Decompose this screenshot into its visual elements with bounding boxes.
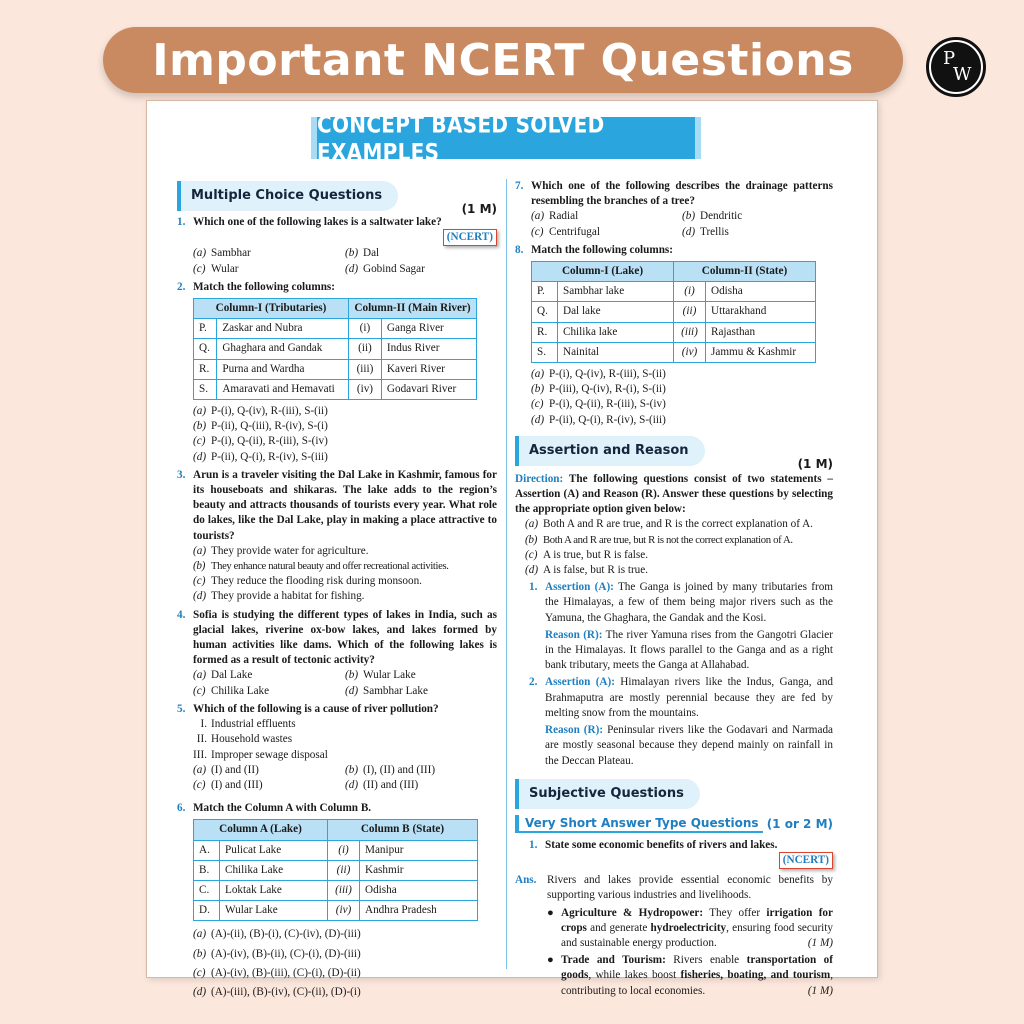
options [177, 544, 497, 605]
question-number: 8. [515, 243, 524, 256]
subsection-heading: Very Short Answer Type Questions [515, 815, 763, 833]
question-text: Match the Column A with Column B. [193, 802, 372, 815]
option-d: (d) They provide a habitat for fishing. [193, 590, 365, 603]
options [515, 209, 833, 239]
reason: Reason (R): Peninsular rivers like the Godavari and Narmada are mostly seasonal because they depend mainly on rainfall in the Deccan Plateau. [545, 724, 833, 767]
option-c: (c) Wular [193, 262, 239, 275]
subsection-marks: (1 or 2 M) [766, 816, 833, 831]
question-number: 6. [177, 802, 186, 815]
option-a: (a) Both A and R are true, and R is the correct explanation of A. [525, 518, 813, 531]
question-text: Which one of the following lakes is a saltwater lake? [193, 216, 442, 228]
question-number: 5. [177, 702, 186, 715]
option-a: (a) (A)-(ii), (B)-(i), (C)-(iv), (D)-(iii) [193, 928, 361, 941]
column-header: Column A (Lake) [194, 820, 328, 840]
option-b: (b) P-(ii), Q-(iii), R-(iv), S-(i) [193, 420, 328, 433]
section-marks: (1 M) [461, 201, 497, 216]
option-a: (a) (I) and (II) [193, 763, 259, 776]
table-row: S. Amaravati and Hemavati (iv) Godavari River [194, 379, 477, 399]
option-c: (c) They reduce the flooding risk during monsoon. [193, 575, 422, 588]
question-number: 7. [515, 180, 524, 192]
worksheet-page [146, 100, 878, 998]
option-d: (d) (II) and (III) [345, 778, 419, 791]
column-header: Column-I (Lake) [532, 262, 674, 282]
option-a: (a) P-(i), Q-(iv), R-(iii), S-(ii) [531, 368, 666, 381]
option-d: (d) Gobind Sagar [345, 262, 425, 275]
marks: (1 M) [807, 936, 833, 949]
answer [515, 873, 833, 903]
concept-banner-title: CONCEPT BASED SOLVED EXAMPLES [317, 110, 605, 166]
question-number: 4. [177, 608, 186, 621]
column-header: Column B (State) [328, 820, 478, 840]
table-row: A. Pulicat Lake (i) Manipur [194, 840, 478, 860]
question-1 [177, 215, 497, 230]
column-divider [506, 179, 507, 969]
list-item: III. Improper sewage disposal [193, 748, 328, 761]
table-row: P. Zaskar and Nubra (i) Ganga River [194, 319, 477, 339]
section-heading-subjective: Subjective Questions [515, 779, 700, 809]
option-d: (d) P-(ii), Q-(i), R-(iv), S-(iii) [531, 413, 666, 426]
question-3 [177, 468, 497, 544]
statement-list [177, 717, 497, 763]
option-b: (b) (A)-(iv), (B)-(ii), (C)-(i), (D)-(iii) [193, 947, 361, 960]
logo-letter-p: P [943, 48, 956, 69]
option-c: (c) P-(i), Q-(ii), R-(iii), S-(iv) [193, 435, 328, 448]
question-number: 3. [177, 468, 186, 481]
question-number: 2. [177, 280, 186, 293]
question-number: 1. [529, 838, 538, 851]
option-b: (b) Dal [345, 247, 380, 260]
list-item: I. Industrial effluents [200, 718, 296, 731]
options [177, 404, 497, 465]
table-row: S. Nainital (iv) Jammu & Kashmir [532, 342, 816, 362]
subjective-question-1 [515, 838, 833, 853]
question-8 [515, 243, 833, 258]
ar-question-2 [515, 675, 833, 768]
match-table-6 [193, 819, 478, 921]
question-text: Match the following columns: [193, 280, 336, 293]
options [515, 367, 833, 428]
option-c: (c) A is true, but R is false. [525, 548, 649, 561]
option-d: (d) P-(ii), Q-(i), R-(iv), S-(iii) [193, 450, 328, 463]
column-header: Column-II (Main River) [349, 299, 477, 319]
table-header-row [194, 820, 478, 840]
question-5 [177, 702, 497, 717]
section-heading-mcq: Multiple Choice Questions [177, 181, 398, 211]
question-text: Arun is a traveler visiting the Dal Lake in Kashmir, famous for its houseboats and shikaras. The lake adds to the region’s beauty and attracts thousands of tourists every year. What role do lakes, like the Dal Lake, play in making a place attractive to tourists? [193, 468, 497, 542]
left-column [177, 181, 497, 1000]
column-header: Column-I (Tributaries) [194, 299, 349, 319]
section-heading-assertion-reason: Assertion and Reason [515, 436, 705, 466]
option-b: (b) Both A and R are true, but R is not the correct explanation of A. [525, 533, 793, 546]
table-row: Q. Ghaghara and Gandak (ii) Indus River [194, 339, 477, 359]
option-d: (d) Trellis [682, 225, 729, 238]
table-header-row [532, 262, 816, 282]
option-b: (b) Wular Lake [345, 669, 416, 682]
question-text: Which one of the following describes the drainage patterns resembling the branches of a tree? [531, 180, 833, 208]
question-2 [177, 280, 497, 295]
option-b: (b) Dendritic [682, 210, 743, 223]
option-d: (d) Sambhar Lake [345, 684, 428, 697]
options [177, 927, 497, 1000]
question-number: 2. [529, 676, 538, 689]
option-a: (a) P-(i), Q-(iv), R-(iii), S-(ii) [193, 405, 328, 418]
right-column [515, 179, 833, 999]
marks: (1 M) [807, 984, 833, 997]
direction-text: Direction: The following questions consist of two statements – Assertion (A) and Reason (R). Answer these questions by selecting the appropriate option given below: [515, 472, 833, 516]
concept-banner [317, 110, 695, 166]
ncert-tag: (NCERT) [443, 229, 497, 246]
question-number: 1. [177, 216, 186, 228]
option-b: (b) (I), (II) and (III) [345, 763, 436, 776]
mcq-header [177, 181, 497, 216]
question-4 [177, 608, 497, 669]
table-row: D. Wular Lake (iv) Andhra Pradesh [194, 901, 478, 921]
table-header-row [194, 299, 477, 319]
option-c: (c) (I) and (III) [193, 778, 263, 791]
option-d: (d) (A)-(iii), (B)-(iv), (C)-(ii), (D)-(i) [193, 985, 361, 998]
question-text: Match the following columns: [531, 243, 674, 256]
option-c: (c) P-(i), Q-(ii), R-(iii), S-(iv) [531, 398, 666, 411]
answer-text: Rivers and lakes provide essential economic benefits by supporting various industries and livelihoods. [547, 874, 833, 902]
column-header: Column-II (State) [674, 262, 816, 282]
option-a: (a) They provide water for agriculture. [193, 544, 369, 557]
option-a: (a) Sambhar [193, 247, 251, 260]
section-marks: (1 M) [797, 456, 833, 471]
table-row: P. Sambhar lake (i) Odisha [532, 282, 816, 302]
question-7 [515, 179, 833, 209]
page-title: Important NCERT Questions [152, 34, 854, 86]
list-item: II. Household wastes [196, 733, 293, 746]
ar-question-1 [515, 580, 833, 673]
ncert-tag: (NCERT) [779, 852, 833, 869]
assertion: Assertion (A): The Ganga is joined by many tributaries from the Himalayas, a few of them being major rivers such as the Yamuna, the Ghaghara, the Gandak and the Kosi. [545, 581, 833, 624]
match-table-2 [193, 298, 477, 400]
title-banner [103, 27, 903, 93]
option-c: (c) Centrifugal [531, 225, 600, 238]
match-table-8 [531, 261, 816, 363]
logo-letter-w: W [953, 64, 972, 85]
table-row: R. Purna and Wardha (iii) Kaveri River [194, 359, 477, 379]
direction-label: Direction: [515, 472, 564, 485]
subjective-header [515, 779, 833, 809]
table-row: B. Chilika Lake (ii) Kashmir [194, 860, 478, 880]
ar-options [515, 517, 833, 578]
table-row: Q. Dal lake (ii) Uttarakhand [532, 302, 816, 322]
options [177, 763, 497, 793]
options [177, 246, 497, 276]
ar-header [515, 436, 833, 471]
option-b: (b) They enhance natural beauty and offer recreational activities. [193, 560, 449, 573]
option-c: (c) (A)-(iv), (B)-(iii), (C)-(i), (D)-(ii) [193, 966, 361, 979]
assertion: Assertion (A): Himalayan rivers like the Indus, Ganga, and Brahmaputra are mostly perennial because they are fed by melting snow from the mountains. [545, 676, 834, 719]
option-c: (c) Chilika Lake [193, 684, 270, 697]
question-6 [177, 801, 497, 816]
table-row: R. Chilika lake (iii) Rajasthan [532, 322, 816, 342]
answer-label: Ans. [515, 874, 537, 887]
answer-bullet-1: ● Agriculture & Hydropower: They offer irrigation for crops and generate hydroelectricity, ensuring food security and sustainable energy production. (1 M) [515, 906, 833, 952]
option-a: (a) Dal Lake [193, 669, 253, 682]
question-text: Which of the following is a cause of river pollution? [193, 702, 439, 715]
pw-logo [926, 37, 986, 97]
option-b: (b) P-(iii), Q-(iv), R-(i), S-(ii) [531, 383, 666, 396]
option-d: (d) A is false, but R is true. [525, 564, 649, 577]
answer-bullet-2: ● Trade and Tourism: Rivers enable transportation of goods, while lakes boost fisheries, boating, and tourism, contributing to local economies. (1 M) [515, 953, 833, 999]
table-row: C. Loktak Lake (iii) Odisha [194, 880, 478, 900]
options [177, 668, 497, 698]
reason: Reason (R): The river Yamuna rises from the Gangotri Glacier in the Himalayas. It flows parallel to the Ganga and as a right bank tributary, meets the Ganga at Allahabad. [545, 628, 833, 672]
option-a: (a) Radial [531, 210, 579, 223]
very-short-answer-header [515, 815, 833, 835]
question-text: State some economic benefits of rivers and lakes. [545, 838, 778, 851]
question-text: Sofia is studying the different types of lakes in India, such as glacial lakes, riverine ox-bow lakes, and lakes formed by human activities like dams. Which of the following lakes is formed as a result of tectonic activity? [193, 608, 497, 667]
question-number: 1. [529, 581, 538, 594]
